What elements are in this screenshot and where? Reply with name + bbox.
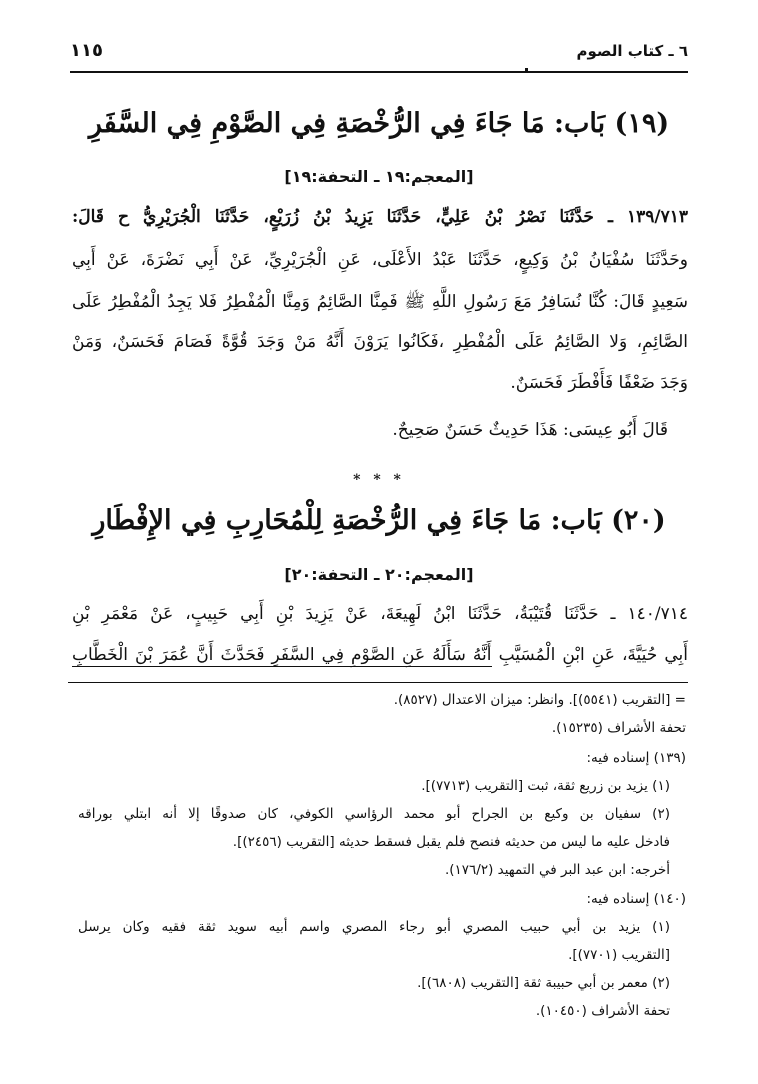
hadith-139-line: الصَّائِمِ، وَلا الصَّائِمُ عَلَى الْمُفْطِرِ ،فَكَانُوا يَرَوْنَ أَنَّهُ مَنْ وَجَدَ قُوَّةً فَصَامَ فَحَسَنٌ، وَمَنْ	[72, 332, 688, 352]
hadith-140-line: ١٤٠/٧١٤ ـ حَدَّثَنَا قُتَيْبَةُ، حَدَّثَنَا ابْنُ لَهِيعَةَ، عَنْ يَزِيدَ بْنِ أَبِي حَبِيبٍ، عَنْ مَعْمَرِ بْنِ	[72, 604, 688, 624]
footnote-line: (١٤٠) إسناده فيه:	[586, 891, 686, 907]
footnote-line: تحفة الأشراف (١٥٢٣٥).	[551, 720, 686, 736]
footnote-line: تحفة الأشراف (١٠٤٥٠).	[535, 1003, 670, 1019]
hadith-140-text: أَبِي حُيَيَّةَ، عَنِ ابْنِ الْمُسَيَّبِ	[491, 645, 688, 665]
footnote-line: (٢) معمر بن أبي حبيبة ثقة [التقريب (٦٨٠٨)].	[417, 975, 670, 991]
footnote-line: أخرجه: ابن عبد البر في التمهيد (١٧٦/٢).	[444, 862, 670, 878]
footnote-line: فادخل عليه ما ليس من حديثه فنصح فلم يقبل فسقط حديثه [التقريب (٢٤٥٦)].	[232, 834, 670, 850]
section-19-title: (١٩) بَاب: مَا جَاءَ فِي الرُّخْصَةِ فِي الصَّوْمِ فِي السَّفَرِ	[88, 108, 670, 139]
footnote-line: (١) يزيد بن زريع ثقة، ثبت [التقريب (٧٧١٣)].	[421, 778, 670, 794]
footnote-line: = [التقريب (٥٥٤١)]. وانظر: ميزان الاعتدال (٨٥٢٧).	[393, 692, 686, 708]
section-19-reference: [المعجم:١٩ ـ التحفة:١٩]	[284, 167, 474, 186]
hadith-139-line: وحَدَّثَنَا سُفْيَانُ بْنُ وَكِيعٍ، حَدَّثَنَا عَبْدُ الأَعْلَى، عَنِ الْجُرَيْرِيِّ، عَنْ أَبِي نَضْرَةَ، عَنْ أَبِي	[72, 250, 688, 270]
header-rule	[70, 71, 688, 73]
running-header	[70, 38, 688, 72]
footnote-line: (١) يزيد بن أبي حبيب المصري أبو رجاء المصري واسم أبيه سويد ثقة فقيه وكان يرسل	[78, 919, 670, 935]
hadith-139-verdict: قَالَ أَبُو عِيسَى: هَذَا حَدِيثٌ حَسَنٌ صَحِيحٌ.	[392, 420, 668, 440]
hadith-139-line: سَعِيدٍ قَالَ: كُنَّا نُسَافِرُ مَعَ رَسُولِ اللَّهِ ﷺ فَمِنَّا الصَّائِمُ وَمِنَّا الْمُفْطِرُ فَلا يَجِدُ الْمُفْطِرُ عَلَى	[72, 292, 688, 312]
footnote-line: (١٣٩) إسناده فيه:	[586, 750, 686, 766]
footnote-line: [التقريب (٧٧٠١)].	[568, 947, 670, 963]
section-20-reference: [المعجم:٢٠ ـ التحفة:٢٠]	[284, 565, 474, 584]
page-number: ١١٥	[70, 40, 103, 61]
hadith-140-underlined-text: أَنَّهُ سَأَلَهُ عَنِ الصَّوْمِ فِي السَّفَرِ فَحَدَّثَ أَنَّ عُمَرَ بْنَ الْخَطَّابِ	[72, 645, 492, 665]
section-20-title: (٢٠) بَاب: مَا جَاءَ فِي الرُّخْصَةِ لِلْمُحَارِبِ فِي الإِفْطَارِ	[92, 505, 666, 536]
footnote-line: (٢) سفيان بن وكيع بن الجراح أبو محمد الرؤاسي الكوفي، كان صدوقًا إلا أنه ابتلي بوراقه	[78, 806, 670, 822]
hadith-139-line: وَجَدَ ضَعْفًا فَأَفْطَرَ فَحَسَنٌ.	[510, 373, 688, 393]
section-separator: * * *	[353, 472, 405, 488]
chapter-title: ٦ ـ كتاب الصوم	[576, 42, 688, 60]
footnote-rule	[68, 682, 688, 683]
hadith-140-line	[72, 645, 688, 665]
hadith-139-line: ١٣٩/٧١٣ ـ حَدَّثَنَا نَصْرُ بْنُ عَلِيٍّ، حَدَّثَنَا يَزِيدُ بْنُ زُرَيْعٍ، حَدَّثَنَا الْجُرَيْرِيُّ ح قَالَ:	[72, 207, 688, 227]
